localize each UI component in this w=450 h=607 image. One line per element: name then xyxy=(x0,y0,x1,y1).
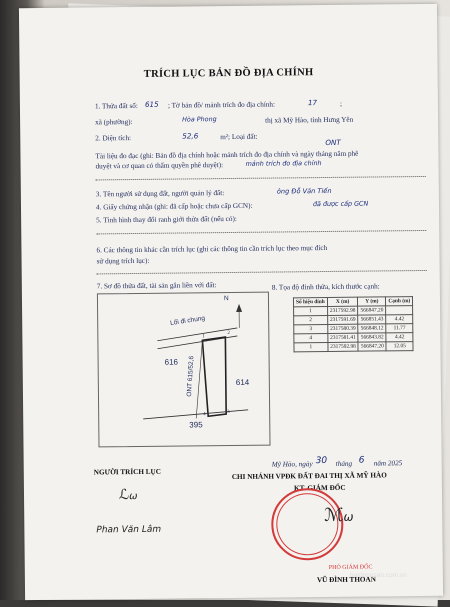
left-signer-name: Phan Văn Lâm xyxy=(96,525,161,536)
north-label: N xyxy=(224,296,229,303)
document-sheet xyxy=(19,4,443,600)
dotted-line xyxy=(96,176,426,180)
table-cell: 2 xyxy=(294,315,328,324)
docs-line-1: Tài liệu đo đạc (ghi: Bản đồ địa chính hoặc mảnh trích đo địa chính và ngày tháng năm phê xyxy=(95,151,358,161)
table-row xyxy=(294,342,413,352)
column-header: Y (m) xyxy=(358,297,386,306)
column-header: Cạnh (m) xyxy=(386,297,413,306)
left-boundary xyxy=(195,340,203,418)
vertex-label: 3 xyxy=(227,410,230,415)
commune-label: xã (phường): xyxy=(95,119,133,127)
date-month-label: tháng xyxy=(336,461,352,468)
coordinates-table xyxy=(293,296,414,352)
right-role: PHÓ GIÁM ĐỐC xyxy=(329,565,373,571)
item5-label: 5. Tình hình thay đổi ranh giới thửa đất (nếu có): xyxy=(96,216,237,225)
table-cell: 566847.20 xyxy=(358,306,386,315)
table-cell: 4.42 xyxy=(386,333,413,342)
column-header: Số hiệu đỉnh xyxy=(293,297,327,306)
item8-label: 8. Tọa độ đỉnh thửa, kích thước cạnh: xyxy=(272,283,380,291)
table-cell: 1 xyxy=(294,342,328,351)
table-cell: 2317580.39 xyxy=(328,324,359,333)
table-cell xyxy=(386,306,413,315)
vertex-label: 4 xyxy=(203,412,206,417)
bottom-boundary xyxy=(143,410,248,419)
table-cell: 4 xyxy=(294,333,328,342)
area-unit: m²; Loại đất: xyxy=(220,134,257,142)
table-cell: 2317592.98 xyxy=(327,306,358,315)
left-parcel-label: 616 xyxy=(165,359,178,367)
left-sign-title: NGƯỜI TRÍCH LỤC xyxy=(94,469,161,477)
user-name: ông Đỗ Văn Tiến xyxy=(277,188,332,195)
land-type: ONT xyxy=(325,139,341,146)
dotted-line xyxy=(96,230,426,234)
parcel-sketch xyxy=(97,292,269,446)
table-cell: 4.42 xyxy=(386,315,413,324)
item3-label: 3. Tên người sử dụng đất, người quản lý đất: xyxy=(96,190,224,199)
document-title: TRÍCH LỤC BẢN ĐỒ ĐỊA CHÍNH xyxy=(20,66,438,81)
road-label: Lối đi chung xyxy=(170,316,206,328)
item6-line-1: 6. Các thông tin khác cần trích lục (ghi các thông tin cần trích lục theo mục đích xyxy=(96,245,327,255)
date-month: 6 xyxy=(359,457,365,466)
semicolon: ; xyxy=(340,101,342,108)
table-cell: 2317592.98 xyxy=(328,342,359,351)
north-arrow-head xyxy=(236,304,242,312)
watermark: batdongsan.com.vn xyxy=(350,572,407,579)
cert-status: đã được cấp GCN xyxy=(313,201,368,208)
right-signature-mark: ℳω xyxy=(324,505,354,526)
table-cell: 12.05 xyxy=(386,342,413,351)
table-cell: 566851.43 xyxy=(358,315,386,324)
table-cell: 566848.12 xyxy=(358,324,386,333)
table-cell: 11.77 xyxy=(386,324,413,333)
parcel-outline xyxy=(202,337,226,416)
parcel-code-label: ONT 615/52,6 xyxy=(187,356,196,397)
dotted-line xyxy=(97,270,427,274)
area-value: 52,6 xyxy=(182,132,198,139)
table-cell: 3 xyxy=(294,324,328,333)
right-signer-name: VŨ ĐÌNH THOAN xyxy=(317,576,376,584)
right-parcel-label: 614 xyxy=(236,379,249,387)
docs-line-2: duyệt và cơ quan có thẩm quyền phê duyệt): xyxy=(96,162,224,171)
column-header: X (m) xyxy=(327,297,358,306)
date-day: 30 xyxy=(316,457,328,466)
item6-line-2: sử dụng trích lục): xyxy=(97,258,150,266)
item2-label: 2. Diện tích: xyxy=(95,135,131,143)
item7-label: 7. Sơ đồ thửa đất, tài sản gắn liền với đất: xyxy=(97,282,217,290)
item4-label: 4. Giấy chứng nhận (ghi: đã cấp hoặc chưa cấp GCN): xyxy=(96,203,253,212)
table-cell: 2317591.69 xyxy=(327,315,358,324)
item1-sheet-label: ; Tờ bản đồ/ mảnh trích đo địa chính: xyxy=(168,102,275,110)
docs-value: mảnh trích đo địa chính xyxy=(246,160,322,167)
date-year: năm 2025 xyxy=(374,460,403,468)
table-cell: 1 xyxy=(294,306,328,315)
right-org: CHI NHÁNH VPĐK ĐẤT ĐAI THỊ XÃ MỸ HÀO xyxy=(232,472,387,481)
table-cell: 566843.82 xyxy=(358,333,386,342)
bottom-parcel-label: 395 xyxy=(189,421,202,429)
parcel-number: 615 xyxy=(145,101,159,108)
table-cell: 2317581.41 xyxy=(328,333,359,342)
commune-value: Hòa Phong xyxy=(182,116,217,123)
vertex-label: 1 xyxy=(202,334,205,339)
left-signature-mark: ℒω xyxy=(119,487,138,503)
right-kt: KT. GIÁM ĐỐC xyxy=(294,485,346,493)
table-cell: 566847.20 xyxy=(358,342,386,351)
vertex-label: 2 xyxy=(227,331,230,336)
item1-label: 1. Thửa đất số: xyxy=(95,103,138,111)
sheet-number: 17 xyxy=(308,99,317,106)
district-label: thị xã Mỹ Hào, tỉnh Hưng Yên xyxy=(265,117,353,125)
date-place: Mỹ Hào, ngày xyxy=(272,461,313,469)
